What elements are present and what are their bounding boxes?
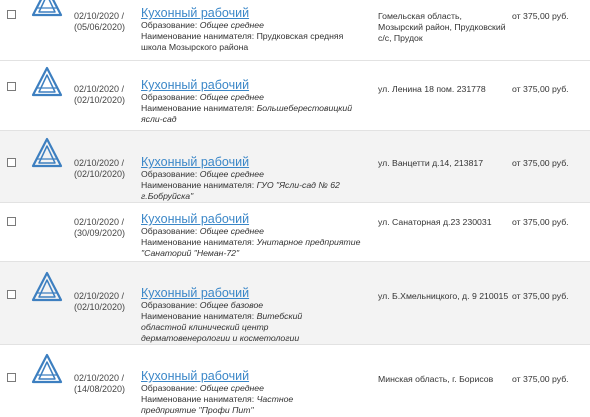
employer-label: Наименование нанимателя:: [141, 180, 255, 190]
vacancy-title-link[interactable]: Кухонный рабочий: [141, 286, 250, 300]
education-label: Образование:: [141, 169, 198, 179]
education-value: Общее среднее: [199, 226, 264, 236]
salary: от 375,00 руб.: [512, 11, 569, 21]
employer-value: Большеберестовицкий ясли-сад: [141, 103, 353, 124]
address-line: ул. Ленина 18 пом. 231778: [378, 84, 486, 94]
select-checkbox[interactable]: [7, 290, 16, 299]
employer-value: Витебский областной клинический центр дерматовенерологии и косметологии: [141, 311, 303, 343]
date-updated-text: (14/08/2020): [74, 384, 126, 394]
date-published-text: 02/10/2020 /: [74, 84, 125, 94]
triangle-pyramid-logo-icon: [30, 0, 64, 18]
select-checkbox[interactable]: [7, 373, 16, 382]
address-line: ул. Санаторная д.23 230031: [378, 217, 492, 227]
date-published-text: 02/10/2020 /: [74, 373, 125, 383]
address-line: Минская область, г. Борисов: [378, 374, 494, 384]
vacancy-title-link[interactable]: Кухонный рабочий: [141, 212, 250, 226]
employer-line: [141, 394, 341, 416]
date-published-text: 02/10/2020 /: [74, 217, 125, 227]
vacancy-info: [141, 212, 361, 259]
vacancy-info: [141, 369, 341, 416]
date-updated-text: (30/09/2020): [74, 228, 126, 238]
education-label: Образование:: [141, 383, 198, 393]
employer-label: Наименование нанимателя:: [141, 394, 255, 404]
date-updated-text: (02/10/2020): [74, 169, 126, 179]
education-value: Общее среднее: [199, 383, 264, 393]
date-published-text: 02/10/2020 /: [74, 158, 125, 168]
education-value: Общее среднее: [199, 92, 264, 102]
vacancy-info: [141, 155, 341, 202]
vacancy-row: [0, 203, 590, 261]
education-line: [141, 383, 341, 394]
salary: от 375,00 руб.: [512, 158, 569, 168]
education-line: [141, 20, 371, 31]
address-line: Гомельская область,: [378, 11, 462, 21]
education-value: Общее среднее: [199, 169, 264, 179]
employer-label: Наименование нанимателя:: [141, 237, 255, 247]
vacancy-title-link[interactable]: Кухонный рабочий: [141, 369, 250, 383]
triangle-pyramid-logo-icon: [30, 66, 64, 98]
select-checkbox[interactable]: [7, 158, 16, 167]
employer-value: Частное предприятие "Профи Пит": [141, 394, 294, 415]
employer-line: [141, 180, 341, 202]
employer-label: Наименование нанимателя:: [141, 31, 255, 41]
date-updated-text: (05/06/2020): [74, 22, 126, 32]
education-line: [141, 300, 336, 311]
employer-value: Прудковская средняя школа Мозырского района: [141, 31, 344, 52]
address: [378, 158, 506, 169]
employer-line: [141, 311, 336, 344]
employer-line: [141, 31, 371, 53]
address-line: Мозырский район, Прудковский: [378, 22, 506, 32]
employer-value: ГУО "Ясли-сад № 62 г.Бобруйска": [141, 180, 340, 201]
vacancy-row: [0, 262, 590, 344]
salary: от 375,00 руб.: [512, 217, 569, 227]
date-updated-text: (02/10/2020): [74, 95, 126, 105]
education-label: Образование:: [141, 300, 198, 310]
address-line: ул. Ванцетти д.14, 213817: [378, 158, 484, 168]
vacancy-info: [141, 78, 371, 125]
vacancy-row: [0, 61, 590, 130]
education-line: [141, 226, 361, 237]
select-checkbox[interactable]: [7, 10, 16, 19]
vacancy-info: [141, 6, 371, 53]
employer-line: [141, 103, 371, 125]
education-label: Образование:: [141, 92, 198, 102]
education-line: [141, 169, 341, 180]
address-line: ул. Б.Хмельницкого, д. 9 210015: [378, 291, 509, 301]
address: [378, 84, 506, 95]
vacancy-title-link[interactable]: Кухонный рабочий: [141, 155, 250, 169]
employer-label: Наименование нанимателя:: [141, 311, 255, 321]
vacancy-title-link[interactable]: Кухонный рабочий: [141, 78, 250, 92]
address: [378, 217, 506, 228]
salary: от 375,00 руб.: [512, 291, 569, 301]
vacancy-info: [141, 286, 336, 344]
education-label: Образование:: [141, 226, 198, 236]
date-published-text: 02/10/2020 /: [74, 291, 125, 301]
education-label: Образование:: [141, 20, 198, 30]
address: [378, 291, 509, 302]
vacancy-title-link[interactable]: Кухонный рабочий: [141, 6, 250, 20]
employer-label: Наименование нанимателя:: [141, 103, 255, 113]
select-checkbox[interactable]: [7, 217, 16, 226]
address-line: с/с, Прудок: [378, 33, 423, 43]
vacancy-row: [0, 0, 590, 60]
vacancy-row: [0, 131, 590, 202]
vacancy-row: [0, 345, 590, 417]
date-published-text: 02/10/2020 /: [74, 11, 125, 21]
education-line: [141, 92, 371, 103]
date-updated-text: (02/10/2020): [74, 302, 126, 312]
employer-line: [141, 237, 361, 259]
address: [378, 374, 506, 385]
salary: от 375,00 руб.: [512, 374, 569, 384]
select-checkbox[interactable]: [7, 82, 16, 91]
employer-value: Унитарное предприятие "Санаторий "Неман-72": [141, 237, 361, 258]
triangle-pyramid-logo-icon: [30, 271, 64, 303]
triangle-pyramid-logo-icon: [30, 353, 64, 385]
education-value: Общее базовое: [199, 300, 264, 310]
salary: от 375,00 руб.: [512, 84, 569, 94]
address: [378, 11, 506, 44]
triangle-pyramid-logo-icon: [30, 137, 64, 169]
education-value: Общее среднее: [199, 20, 264, 30]
